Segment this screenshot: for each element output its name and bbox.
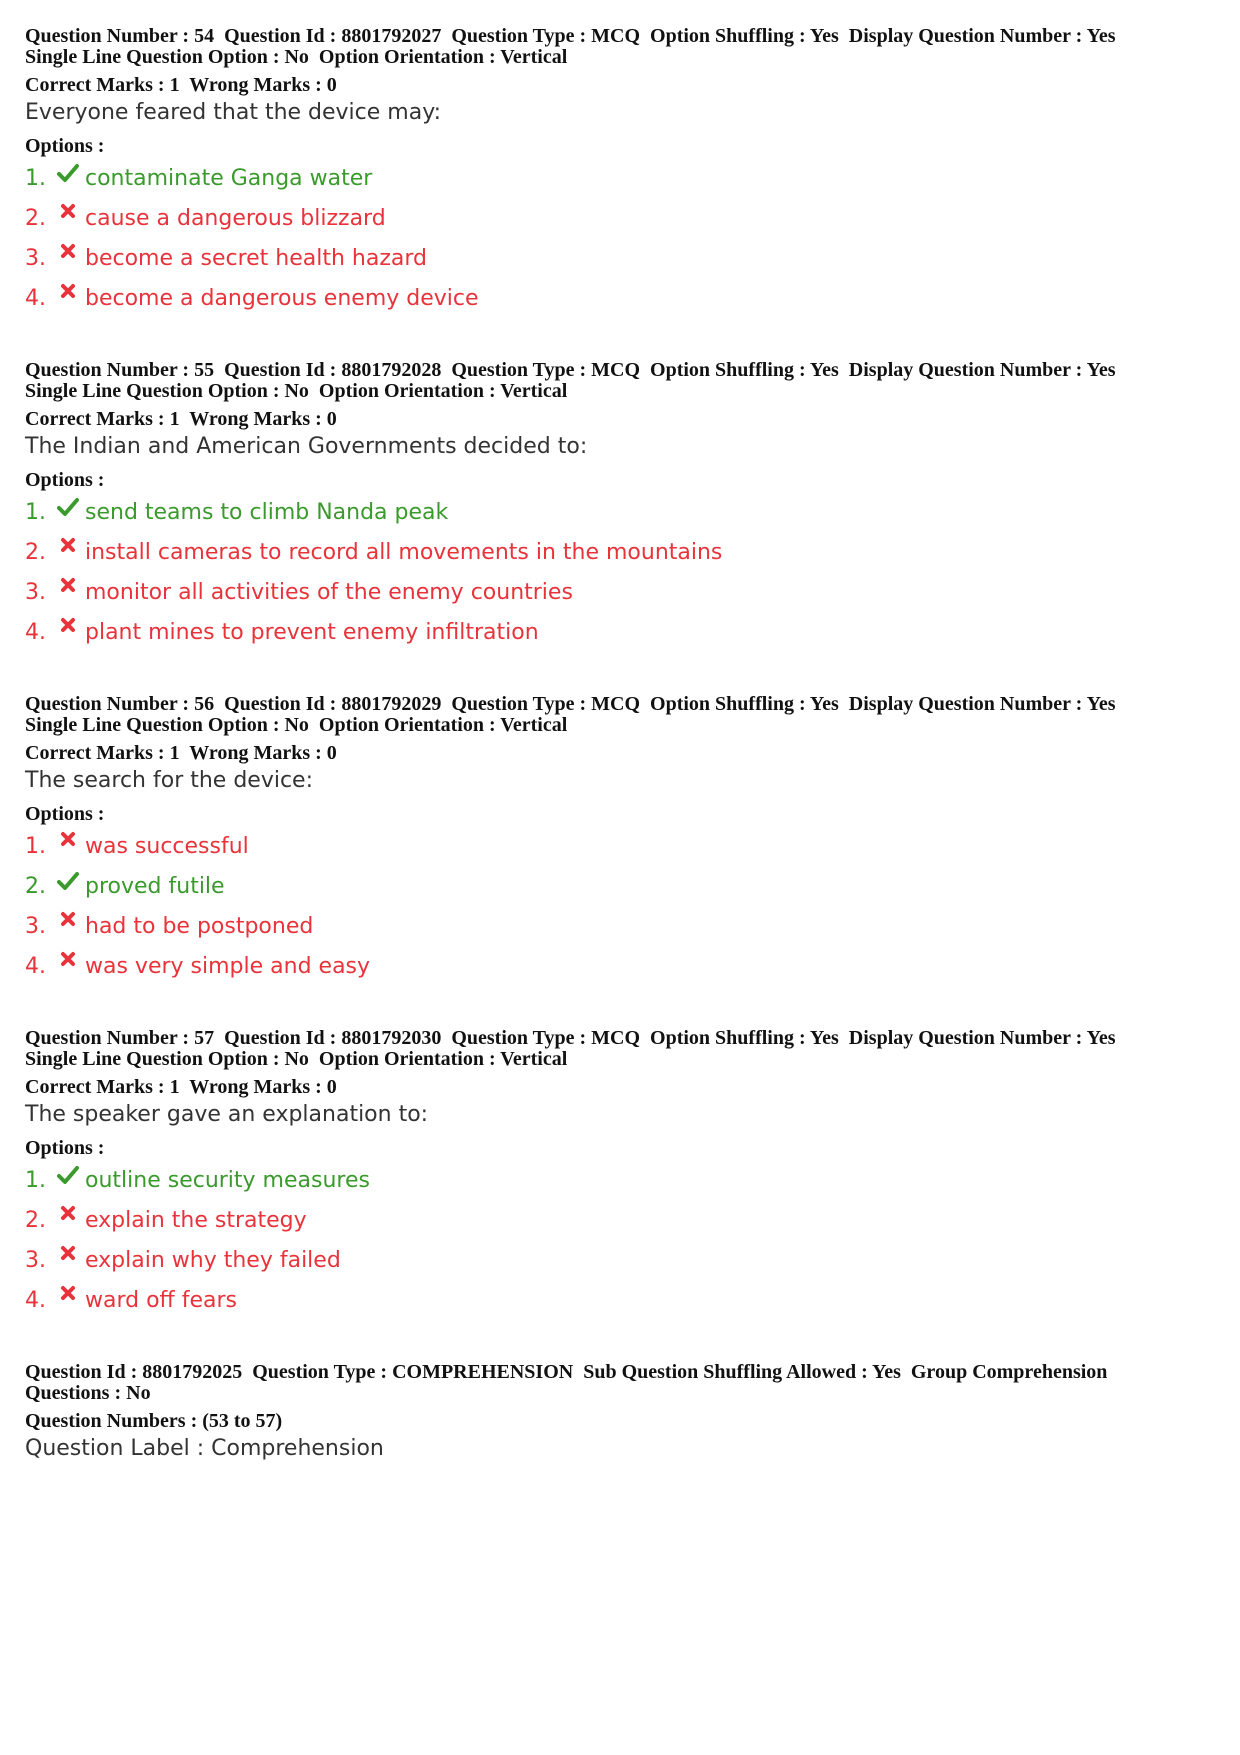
question-text: The speaker gave an explanation to: (25, 1102, 429, 1127)
option-number: 1. (25, 833, 46, 859)
cross-icon (53, 243, 83, 273)
option-number: 3. (25, 1247, 46, 1273)
comprehension-meta-line2: Questions : No (25, 1382, 151, 1404)
question-marks: Correct Marks : 1 Wrong Marks : 0 (25, 408, 337, 430)
options-label: Options : (25, 803, 105, 825)
check-icon (53, 497, 83, 527)
option-number: 4. (25, 953, 46, 979)
comprehension-meta-line1: Question Id : 8801792025 Question Type : COMPREHENSION Sub Question Shuffling Allowed : Yes Group Comprehension (25, 1361, 1108, 1383)
option-item (25, 1200, 1225, 1240)
option-text: cause a dangerous blizzard (85, 205, 386, 231)
comprehension-numbers: Question Numbers : (53 to 57) (25, 1410, 283, 1432)
question-text: The search for the device: (25, 768, 313, 793)
option-item (25, 532, 1225, 572)
question-block (25, 694, 1225, 986)
option-text: outline security measures (85, 1167, 370, 1193)
question-meta-line1: Question Number : 54 Question Id : 8801792027 Question Type : MCQ Option Shuffling : Yes Display Question Number : Yes (25, 25, 1116, 47)
option-number: 4. (25, 619, 46, 645)
question-meta-line2: Single Line Question Option : No Option Orientation : Vertical (25, 46, 568, 68)
cross-icon (53, 831, 83, 861)
option-text: proved futile (85, 873, 225, 899)
question-text: The Indian and American Governments decided to: (25, 434, 588, 459)
option-text: had to be postponed (85, 913, 314, 939)
options-list (25, 158, 1225, 318)
cross-icon (53, 1285, 83, 1315)
question-paper (25, 26, 1225, 1506)
option-item (25, 238, 1225, 278)
cross-icon (53, 283, 83, 313)
option-number: 3. (25, 245, 46, 271)
option-text: become a secret health hazard (85, 245, 428, 271)
option-number: 1. (25, 499, 46, 525)
comprehension-block (25, 1362, 1225, 1464)
question-meta-line2: Single Line Question Option : No Option Orientation : Vertical (25, 714, 568, 736)
options-label: Options : (25, 469, 105, 491)
option-text: ward off fears (85, 1287, 237, 1313)
option-text: explain why they failed (85, 1247, 341, 1273)
option-item (25, 906, 1225, 946)
option-text: monitor all activities of the enemy countries (85, 579, 573, 605)
check-icon (53, 163, 83, 193)
cross-icon (53, 951, 83, 981)
option-item (25, 866, 1225, 906)
question-meta-line1: Question Number : 57 Question Id : 8801792030 Question Type : MCQ Option Shuffling : Yes Display Question Number : Yes (25, 1027, 1116, 1049)
options-list (25, 492, 1225, 652)
option-number: 2. (25, 205, 46, 231)
option-item (25, 278, 1225, 318)
cross-icon (53, 911, 83, 941)
option-number: 1. (25, 1167, 46, 1193)
question-block (25, 360, 1225, 652)
option-number: 2. (25, 1207, 46, 1233)
options-label: Options : (25, 1137, 105, 1159)
check-icon (53, 1165, 83, 1195)
option-item (25, 1160, 1225, 1200)
options-label: Options : (25, 135, 105, 157)
comprehension-label: Question Label : Comprehension (25, 1436, 384, 1461)
option-text: was successful (85, 833, 249, 859)
cross-icon (53, 577, 83, 607)
option-number: 2. (25, 539, 46, 565)
cross-icon (53, 617, 83, 647)
option-item (25, 572, 1225, 612)
options-list (25, 1160, 1225, 1320)
option-number: 4. (25, 285, 46, 311)
question-marks: Correct Marks : 1 Wrong Marks : 0 (25, 1076, 337, 1098)
option-text: plant mines to prevent enemy infiltration (85, 619, 539, 645)
option-number: 3. (25, 913, 46, 939)
check-icon (53, 871, 83, 901)
option-text: install cameras to record all movements in the mountains (85, 539, 723, 565)
option-item (25, 946, 1225, 986)
option-text: contaminate Ganga water (85, 165, 373, 191)
cross-icon (53, 537, 83, 567)
option-item (25, 492, 1225, 532)
option-number: 3. (25, 579, 46, 605)
question-marks: Correct Marks : 1 Wrong Marks : 0 (25, 742, 337, 764)
question-meta-line1: Question Number : 55 Question Id : 8801792028 Question Type : MCQ Option Shuffling : Yes Display Question Number : Yes (25, 359, 1116, 381)
option-number: 4. (25, 1287, 46, 1313)
option-item (25, 612, 1225, 652)
option-text: become a dangerous enemy device (85, 285, 479, 311)
question-text: Everyone feared that the device may: (25, 100, 442, 125)
question-block (25, 26, 1225, 318)
question-meta-line2: Single Line Question Option : No Option Orientation : Vertical (25, 1048, 568, 1070)
option-text: explain the strategy (85, 1207, 307, 1233)
option-item (25, 1280, 1225, 1320)
option-item (25, 198, 1225, 238)
option-item (25, 158, 1225, 198)
cross-icon (53, 1205, 83, 1235)
question-meta-line1: Question Number : 56 Question Id : 8801792029 Question Type : MCQ Option Shuffling : Yes Display Question Number : Yes (25, 693, 1116, 715)
question-meta-line2: Single Line Question Option : No Option Orientation : Vertical (25, 380, 568, 402)
cross-icon (53, 1245, 83, 1275)
option-number: 1. (25, 165, 46, 191)
option-item (25, 826, 1225, 866)
cross-icon (53, 203, 83, 233)
options-list (25, 826, 1225, 986)
option-number: 2. (25, 873, 46, 899)
question-block (25, 1028, 1225, 1320)
option-text: was very simple and easy (85, 953, 371, 979)
question-marks: Correct Marks : 1 Wrong Marks : 0 (25, 74, 337, 96)
option-item (25, 1240, 1225, 1280)
option-text: send teams to climb Nanda peak (85, 499, 449, 525)
